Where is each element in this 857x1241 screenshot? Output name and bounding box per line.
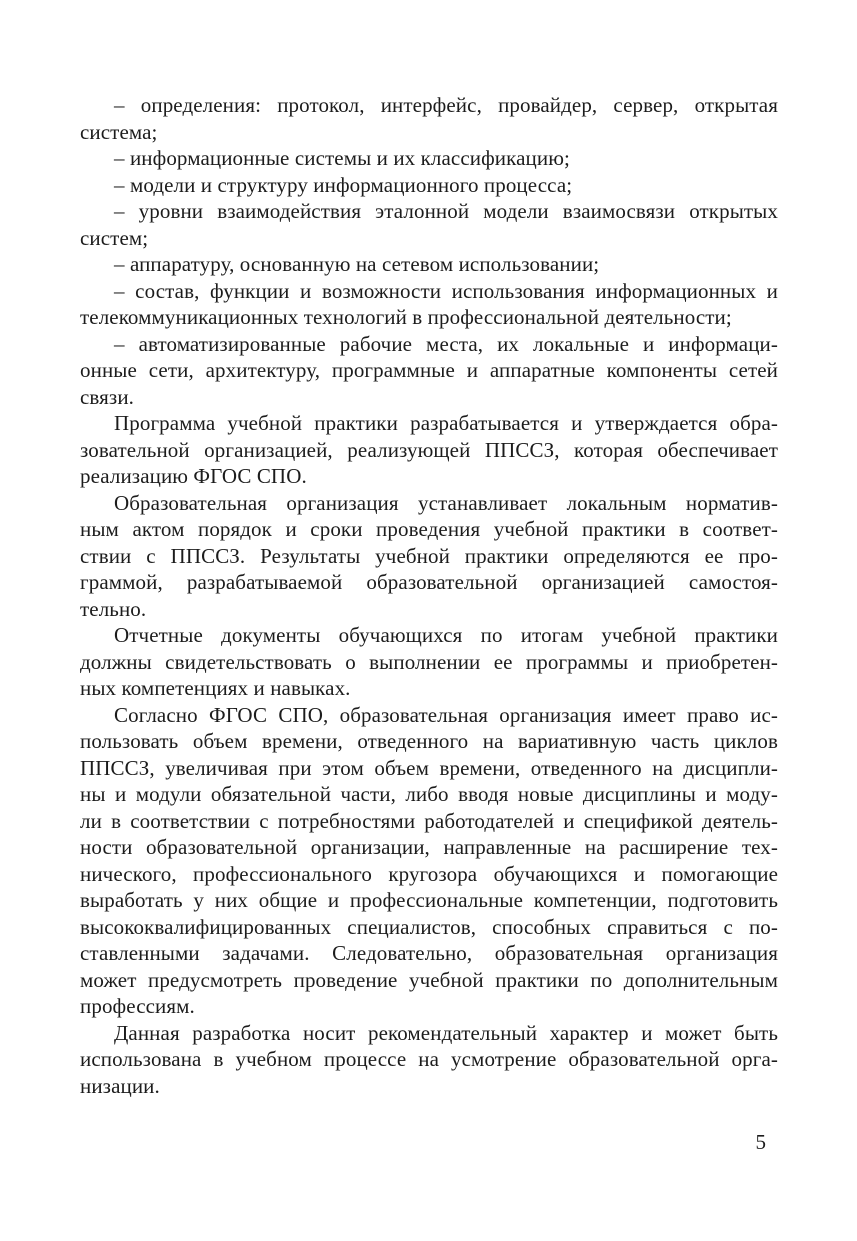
list-item [80, 251, 778, 278]
text-line: использована в учебном процессе на усмотрение образовательной орга- [80, 1047, 778, 1071]
text-line: выработать у них общие и профессиональные компетенции, подготовить [80, 888, 778, 912]
text-line: профессиям. [80, 994, 195, 1018]
text-line: систем; [80, 225, 149, 250]
text-line: граммой, разрабатываемой образовательной организацией самостоя- [80, 570, 778, 594]
text-line: ствии с ППССЗ. Результаты учебной практики определяются ее про- [80, 543, 778, 568]
text-line: высококвалифицированных специалистов, способных справиться с по- [80, 914, 778, 939]
text-line: – автоматизированные рабочие места, их локальные и информаци- [114, 331, 778, 356]
paragraph [80, 490, 778, 623]
text-line: ли в соответствии с потребностями работодателей и спецификой деятель- [80, 808, 778, 833]
paragraph [80, 410, 778, 490]
text-line: ставленными задачами. Следовательно, образовательная организация [80, 941, 778, 965]
text-line: Программа учебной практики разрабатывается и утверждается обра- [114, 411, 778, 435]
text-line: может предусмотреть проведение учебной практики по дополнительным [80, 967, 778, 992]
text-line: Данная разработка носит рекомендательный характер и может быть [114, 1020, 778, 1045]
paragraph [80, 1020, 778, 1100]
text-line: тельно. [80, 596, 147, 621]
list-item [80, 278, 778, 331]
text-line: должны свидетельствовать о выполнении ее программы и приобретен- [80, 649, 778, 674]
text-line: ППССЗ, увеличивая при этом объем времени, отведенного на дисципли- [80, 755, 778, 780]
text-line: нического, профессионального кругозора обучающихся и помогающие [80, 861, 778, 886]
text-line: – аппаратуру, основанную на сетевом использовании; [114, 252, 600, 276]
text-line: – модели и структуру информационного процесса; [114, 172, 573, 197]
text-line: Образовательная организация устанавливает локальным норматив- [114, 490, 778, 515]
text-line: ных компетенциях и навыках. [80, 676, 351, 700]
text-line: ны и модули обязательной части, либо вводя новые дисциплины и моду- [80, 782, 778, 806]
paragraph [80, 702, 778, 1020]
paragraph [80, 622, 778, 702]
text-line: зовательной организацией, реализующей ППССЗ, которая обеспечивает [80, 437, 778, 462]
page-number: 5 [755, 1130, 766, 1154]
text-line: ным актом порядок и сроки проведения учебной практики в соответ- [80, 517, 778, 541]
list-item [80, 145, 778, 172]
list-item [80, 172, 778, 199]
text-line: низации. [80, 1073, 160, 1098]
list-item [80, 331, 778, 411]
text-line: – определения: протокол, интерфейс, провайдер, сервер, открытая [114, 93, 778, 117]
text-line: телекоммуникационных технологий в профессиональной деятельности; [80, 305, 732, 329]
text-line: онные сети, архитектуру, программные и аппаратные компоненты сетей [80, 358, 778, 382]
list-item [80, 198, 778, 251]
text-line: система; [80, 119, 158, 144]
text-line: Отчетные документы обучающихся по итогам учебной практики [114, 623, 778, 647]
text-line: ности образовательной организации, направленные на расширение тех- [80, 835, 778, 859]
text-block [80, 92, 778, 1099]
text-line: – уровни взаимодействия эталонной модели взаимосвязи открытых [114, 199, 778, 223]
text-line: – информационные системы и их классификацию; [114, 146, 570, 170]
text-line: пользовать объем времени, отведенного на вариативную часть циклов [80, 729, 778, 753]
list-item [80, 92, 778, 145]
text-line: реализацию ФГОС СПО. [80, 464, 307, 488]
text-line: связи. [80, 384, 135, 409]
text-line: – состав, функции и возможности использования информационных и [114, 278, 778, 303]
text-line: Согласно ФГОС СПО, образовательная организация имеет право ис- [114, 702, 778, 727]
